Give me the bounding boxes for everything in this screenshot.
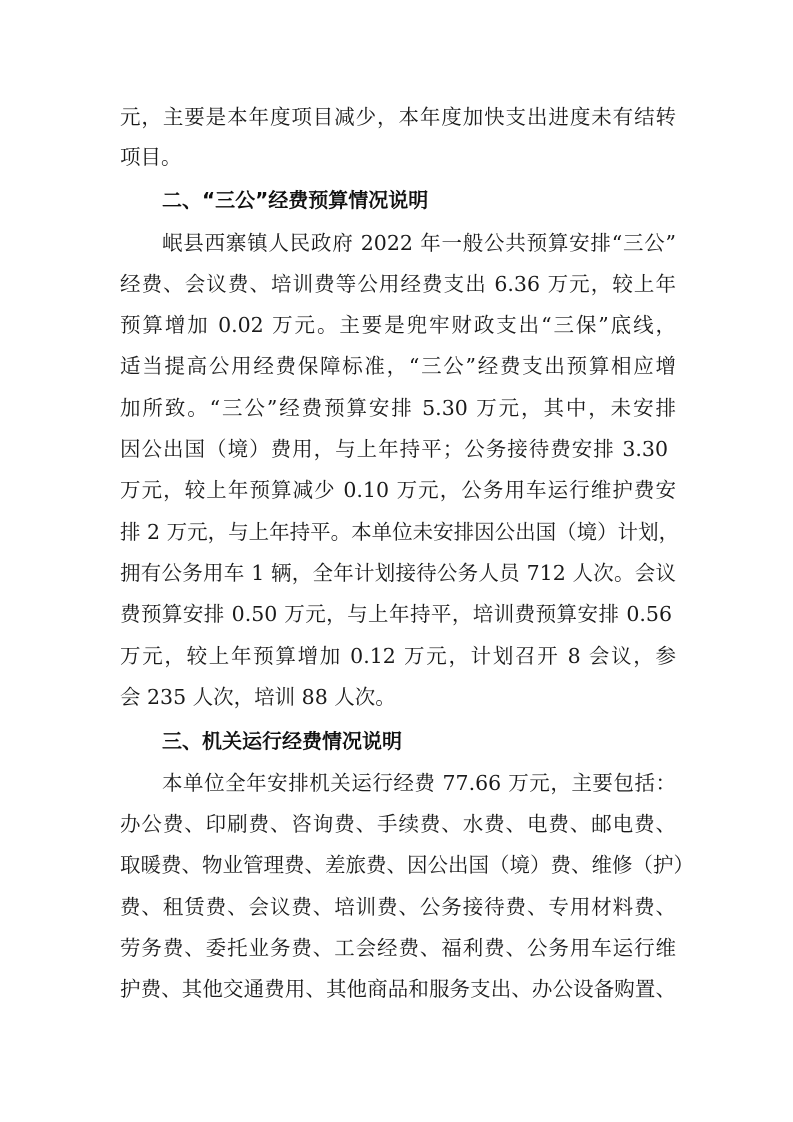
body-text-line: 元，主要是本年度项目减少，本年度加快支出进度未有结转 (120, 105, 676, 129)
section-heading: 三、机关运行经费情况说明 (162, 729, 402, 753)
body-text-line: 项目。 (120, 145, 182, 169)
body-text-line: 加所致。“三公”经费预算安排 5.30 万元，其中，未安排 (120, 396, 676, 420)
body-text-line: 本单位全年安排机关运行经费 77.66 万元，主要包括： (162, 771, 676, 795)
body-text-line: 万元，较上年预算减少 0.10 万元，公务用车运行维护费安 (120, 478, 676, 502)
body-text-line: 办公费、印刷费、咨询费、手续费、水费、电费、邮电费、 (120, 812, 676, 836)
body-text-line: 万元，较上年预算增加 0.12 万元，计划召开 8 会议，参 (120, 644, 676, 668)
body-text-line: 费、租赁费、会议费、培训费、公务接待费、专用材料费、 (120, 895, 676, 919)
body-text-line: 费预算安排 0.50 万元，与上年持平，培训费预算安排 0.56 (120, 602, 672, 626)
body-text-line: 岷县西寨镇人民政府 2022 年一般公共预算安排“三公” (162, 231, 676, 255)
body-text-line: 经费、会议费、培训费等公用经费支出 6.36 万元，较上年 (120, 272, 676, 296)
body-text-line: 拥有公务用车 1 辆，全年计划接待公务人员 712 人次。会议 (120, 561, 676, 585)
body-text-line: 劳务费、委托业务费、工会经费、福利费、公务用车运行维 (120, 936, 676, 960)
body-text-line: 预算增加 0.02 万元。主要是兜牢财政支出“三保”底线， (120, 313, 676, 337)
body-text-line: 因公出国（境）费用，与上年持平；公务接待费安排 3.30 (120, 437, 668, 461)
body-text-line: 护费、其他交通费用、其他商品和服务支出、办公设备购置、 (120, 977, 676, 1001)
body-text-line: 会 235 人次，培训 88 人次。 (120, 685, 396, 709)
section-heading: 二、“三公”经费预算情况说明 (162, 188, 429, 212)
body-text-line: 取暖费、物业管理费、差旅费、因公出国（境）费、维修（护） (120, 853, 694, 877)
body-text-line: 排 2 万元，与上年持平。本单位未安排因公出国（境）计划， (120, 520, 680, 544)
body-text-line: 适当提高公用经费保障标准，“三公”经费支出预算相应增 (120, 354, 676, 378)
